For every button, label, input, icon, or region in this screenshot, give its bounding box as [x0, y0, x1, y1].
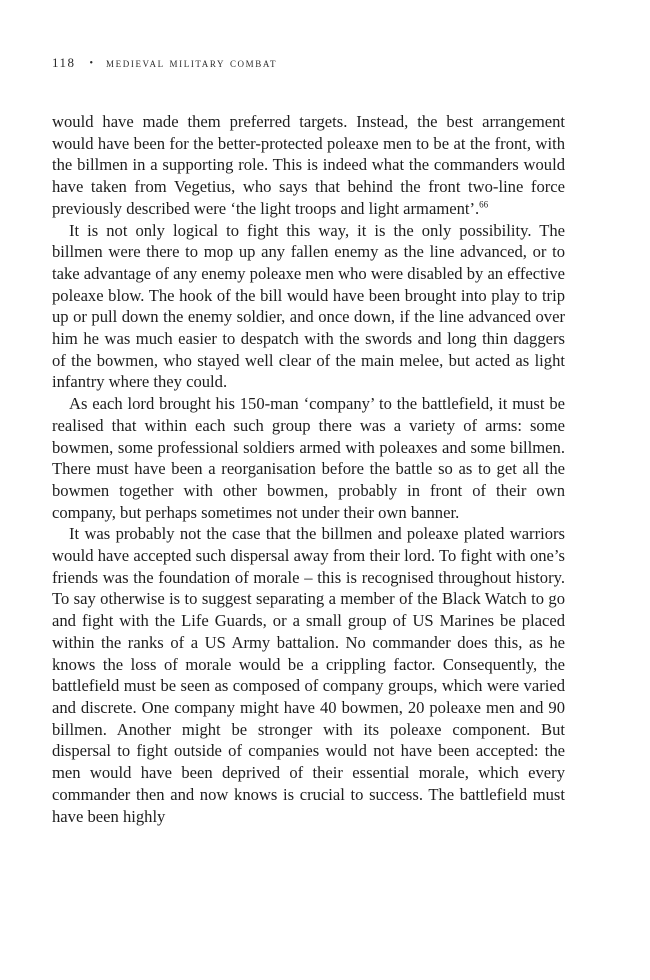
paragraph-1 — [52, 111, 565, 220]
book-title: medieval military combat — [106, 55, 278, 70]
paragraph-1-text: would have made them preferred targets. Instead, the best arrangement would have been for the better-protected poleaxe men to be at the front, with the billmen in a supporting role. This is indeed what the commanders would have taken from Vegetius, who says that behind the front two-line force previously described were ‘the light troops and light armament’. — [52, 112, 565, 218]
paragraph-4: It was probably not the case that the billmen and poleaxe plated warriors would have accepted such dispersal away from their lord. To fight with one’s friends was the foundation of morale – this is recognised throughout history. To say otherwise is to suggest separating a member of the Black Watch to go and fight with the Life Guards, or a small group of US Marines be placed within the ranks of a US Army battalion. No commander does this, as he knows the loss of morale would be a crippling factor. Consequently, the battlefield must be seen as composed of company groups, which were varied and discrete. One company might have 40 bowmen, 20 poleaxe men and 90 billmen. Another might be stronger with its poleaxe component. But dispersal to fight outside of companies would not have been accepted: the men would have been deprived of their essential morale, which every commander then and now knows is crucial to success. The battlefield must have been highly — [52, 524, 565, 826]
paragraph-2: It is not only logical to fight this way, it is the only possibility. The billmen were there to mop up any fallen enemy as the line advanced, or to take advantage of any enemy poleaxe men who were disabled by an effective poleaxe blow. The hook of the bill would have been brought into play to trip up or pull down the enemy soldier, and once down, if the line advanced over him he was much easier to despatch with the swords and long thin daggers of the bowmen, who stayed well clear of the main melee, but acted as light infantry where they could. — [52, 220, 565, 392]
footnote-reference: 66 — [479, 199, 489, 210]
running-head — [52, 55, 277, 71]
paragraph-3: As each lord brought his 150-man ‘company’ to the battlefield, it must be realised that within each such group there was a variety of arms: some bowmen, some professional soldiers armed with poleaxes and some billmen. There must have been a reorganisation before the battle so as to get all the bowmen together with other bowmen, probably in front of their own company, but perhaps sometimes not under their own banner. — [52, 394, 565, 522]
body-text — [52, 111, 565, 827]
page-number: 118 — [52, 55, 76, 70]
bullet-separator: • — [89, 58, 95, 69]
